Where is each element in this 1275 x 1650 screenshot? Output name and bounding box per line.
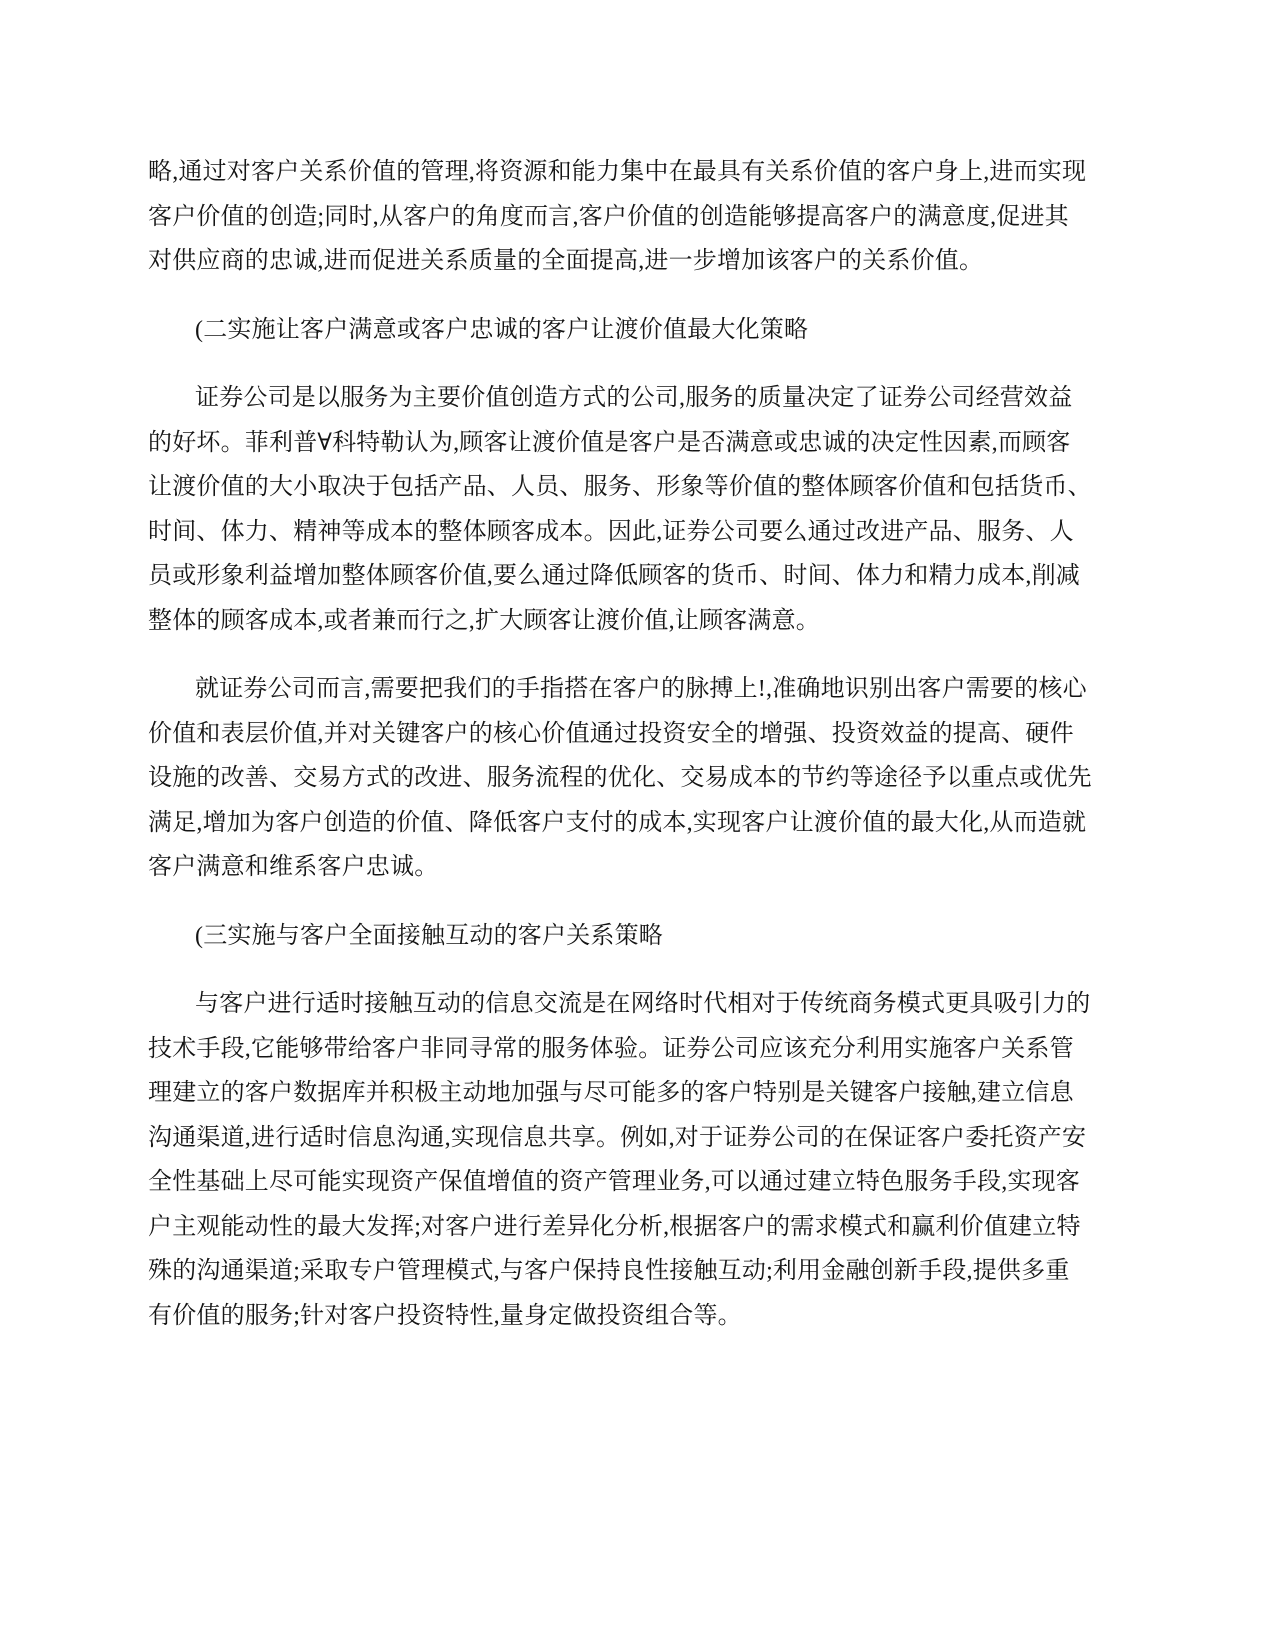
paragraph-line: 理建立的客户数据库并积极主动地加强与尽可能多的客户特别是关键客户接触,建立信息 bbox=[148, 1080, 1074, 1106]
paragraph-line: 与客户进行适时接触互动的信息交流是在网络时代相对于传统商务模式更具吸引力的 bbox=[195, 991, 1091, 1017]
paragraph-line: 全性基础上尽可能实现资产保值增值的资产管理业务,可以通过建立特色服务手段,实现客 bbox=[148, 1169, 1080, 1195]
paragraph-line: 让渡价值的大小取决于包括产品、人员、服务、形象等价值的整体顾客价值和包括货币、 bbox=[148, 474, 1092, 500]
paragraph-line: 客户满意和维系客户忠诚。 bbox=[148, 854, 439, 880]
section-heading-text: (二实施让客户满意或客户忠诚的客户让渡价值最大化策略 bbox=[195, 316, 809, 343]
paragraph-line: 设施的改善、交易方式的改进、服务流程的优化、交易成本的节约等途径予以重点或优先 bbox=[148, 765, 1092, 791]
paragraph-line: 时间、体力、精神等成本的整体顾客成本。因此,证券公司要么通过改进产品、服务、人 bbox=[148, 518, 1074, 545]
section-heading-text: (三实施与客户全面接触互动的客户关系策略 bbox=[195, 922, 663, 949]
section-heading bbox=[148, 914, 1148, 959]
paragraph-line: 略,通过对客户关系价值的管理,将资源和能力集中在最具有关系价值的客户身上,进而实现 bbox=[148, 159, 1087, 185]
paragraph-line: 满足,增加为客户创造的价值、降低客户支付的成本,实现客户让渡价值的最大化,从而造就 bbox=[148, 809, 1087, 836]
paragraph-line: 沟通渠道,进行适时信息沟通,实现信息共享。例如,对于证券公司的在保证客户委托资产安 bbox=[148, 1124, 1087, 1151]
paragraph bbox=[148, 150, 1148, 284]
paragraph-line: 客户价值的创造;同时,从客户的角度而言,客户价值的创造能够提高客户的满意度,促进其 bbox=[148, 203, 1069, 230]
paragraph-line: 殊的沟通渠道;采取专户管理模式,与客户保持良性接触互动;利用金融创新手段,提供多重 bbox=[148, 1258, 1070, 1284]
paragraph-line: 员或形象利益增加整体顾客价值,要么通过降低顾客的货币、时间、体力和精力成本,削减 bbox=[148, 563, 1080, 589]
paragraph-line: 的好坏。菲利普∀科特勒认为,顾客让渡价值是客户是否满意或忠诚的决定性因素,而顾客 bbox=[148, 429, 1071, 456]
paragraph bbox=[148, 376, 1148, 643]
paragraph-line: 整体的顾客成本,或者兼而行之,扩大顾客让渡价值,让顾客满意。 bbox=[148, 607, 820, 634]
section-heading bbox=[148, 308, 1148, 353]
paragraph-line: 有价值的服务;针对客户投资特性,量身定做投资组合等。 bbox=[148, 1302, 742, 1329]
paragraph-line: 户主观能动性的最大发挥;对客户进行差异化分析,根据客户的需求模式和赢利价值建立特 bbox=[148, 1213, 1081, 1240]
paragraph-line: 价值和表层价值,并对关键客户的核心价值通过投资安全的增强、投资效益的提高、硬件 bbox=[148, 720, 1074, 747]
paragraph-line: 技术手段,它能够带给客户非同寻常的服务体验。证券公司应该充分利用实施客户关系管 bbox=[148, 1035, 1074, 1062]
document-body bbox=[148, 150, 1148, 1362]
paragraph bbox=[148, 667, 1148, 890]
paragraph bbox=[148, 982, 1148, 1338]
paragraph-line: 就证券公司而言,需要把我们的手指搭在客户的脉搏上!,准确地识别出客户需要的核心 bbox=[195, 676, 1087, 702]
paragraph-line: 对供应商的忠诚,进而促进关系质量的全面提高,进一步增加该客户的关系价值。 bbox=[148, 248, 984, 274]
paragraph-line: 证券公司是以服务为主要价值创造方式的公司,服务的质量决定了证券公司经营效益 bbox=[195, 385, 1073, 411]
